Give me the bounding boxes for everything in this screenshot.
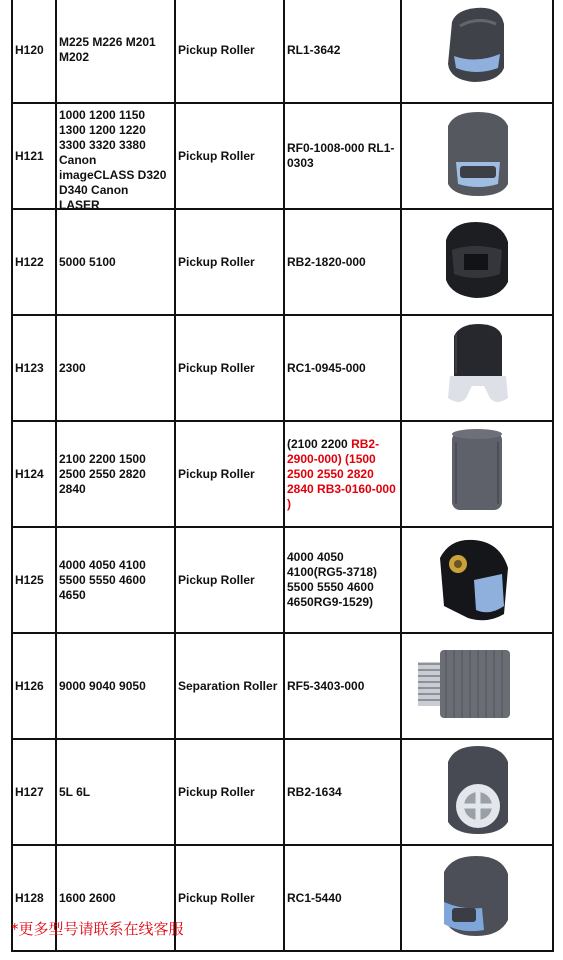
part-number-prefix: (2100 2200 bbox=[287, 436, 352, 451]
pickup-roller-icon bbox=[404, 0, 550, 98]
table-row bbox=[12, 103, 553, 209]
product-photo bbox=[401, 103, 553, 209]
pickup-roller-icon bbox=[404, 422, 550, 522]
item-code: H121 bbox=[12, 103, 56, 209]
compatible-models: 5L 6L bbox=[56, 739, 175, 845]
part-type: Pickup Roller bbox=[175, 315, 284, 421]
table-row bbox=[12, 421, 553, 527]
footnote-contact-service: *更多型号请联系在线客服 bbox=[11, 920, 184, 938]
product-photo bbox=[401, 421, 553, 527]
product-photo bbox=[401, 209, 553, 315]
item-code: H123 bbox=[12, 315, 56, 421]
item-code: H125 bbox=[12, 527, 56, 633]
separation-roller-icon bbox=[404, 634, 550, 734]
compatible-models-text: 1000 1200 1150 1300 1200 1220 3300 3320 3380 Canon imageCLASS D320 D340 Canon LASER bbox=[59, 108, 167, 212]
part-type: Pickup Roller bbox=[175, 209, 284, 315]
item-code: H127 bbox=[12, 739, 56, 845]
product-photo bbox=[401, 315, 553, 421]
product-photo bbox=[401, 739, 553, 845]
product-photo bbox=[401, 527, 553, 633]
item-code: H120 bbox=[12, 0, 56, 103]
compatible-models: M225 M226 M201 M202 bbox=[56, 0, 175, 103]
part-type: Pickup Roller bbox=[175, 739, 284, 845]
pickup-roller-icon bbox=[404, 846, 550, 946]
part-number: RL1-3642 bbox=[284, 0, 401, 103]
part-type: Separation Roller bbox=[175, 633, 284, 739]
table-row bbox=[12, 633, 553, 739]
part-type: Pickup Roller bbox=[175, 0, 284, 103]
compatible-models: 4000 4050 4100 5500 5550 4600 4650 bbox=[56, 527, 175, 633]
pickup-roller-icon bbox=[404, 316, 550, 416]
table-row bbox=[12, 315, 553, 421]
pickup-roller-icon bbox=[404, 528, 550, 628]
compatible-models: 2300 bbox=[56, 315, 175, 421]
part-number: 4000 4050 4100(RG5-3718) 5500 5550 4600 4650RG9-1529) bbox=[284, 527, 401, 633]
roller-catalog-table bbox=[11, 0, 554, 952]
item-code: H124 bbox=[12, 421, 56, 527]
item-code: H126 bbox=[12, 633, 56, 739]
pickup-roller-icon bbox=[404, 740, 550, 840]
table-row bbox=[12, 0, 553, 103]
item-code: H128 bbox=[12, 845, 56, 951]
part-number: RC1-0945-000 bbox=[284, 315, 401, 421]
compatible-models: 2100 2200 1500 2500 2550 2820 2840 bbox=[56, 421, 175, 527]
product-photo bbox=[401, 633, 553, 739]
part-number: RF0-1008-000 RL1-0303 bbox=[284, 103, 401, 209]
product-photo bbox=[401, 0, 553, 103]
table-row bbox=[12, 209, 553, 315]
compatible-models: 5000 5100 bbox=[56, 209, 175, 315]
compatible-models: 1600 2600 bbox=[56, 845, 175, 951]
compatible-models: 9000 9040 9050 bbox=[56, 633, 175, 739]
part-number: RC1-5440 bbox=[284, 845, 401, 951]
pickup-roller-icon bbox=[404, 210, 550, 310]
part-type: Pickup Roller bbox=[175, 421, 284, 527]
item-code: H122 bbox=[12, 209, 56, 315]
part-number: RF5-3403-000 bbox=[284, 633, 401, 739]
part-type: Pickup Roller bbox=[175, 527, 284, 633]
product-photo bbox=[401, 845, 553, 951]
part-number-red: RB2-2900-000) (1500 2500 2550 2820 2840 RB3-0160-000 ) bbox=[287, 436, 396, 511]
part-type: Pickup Roller bbox=[175, 103, 284, 209]
table-row bbox=[12, 739, 553, 845]
compatible-models bbox=[56, 103, 175, 212]
part-number: RB2-1820-000 bbox=[284, 209, 401, 315]
part-type: Pickup Roller bbox=[175, 845, 284, 951]
table-row bbox=[12, 527, 553, 633]
part-number: RB2-1634 bbox=[284, 739, 401, 845]
pickup-roller-icon bbox=[404, 104, 550, 204]
part-number bbox=[284, 421, 401, 527]
